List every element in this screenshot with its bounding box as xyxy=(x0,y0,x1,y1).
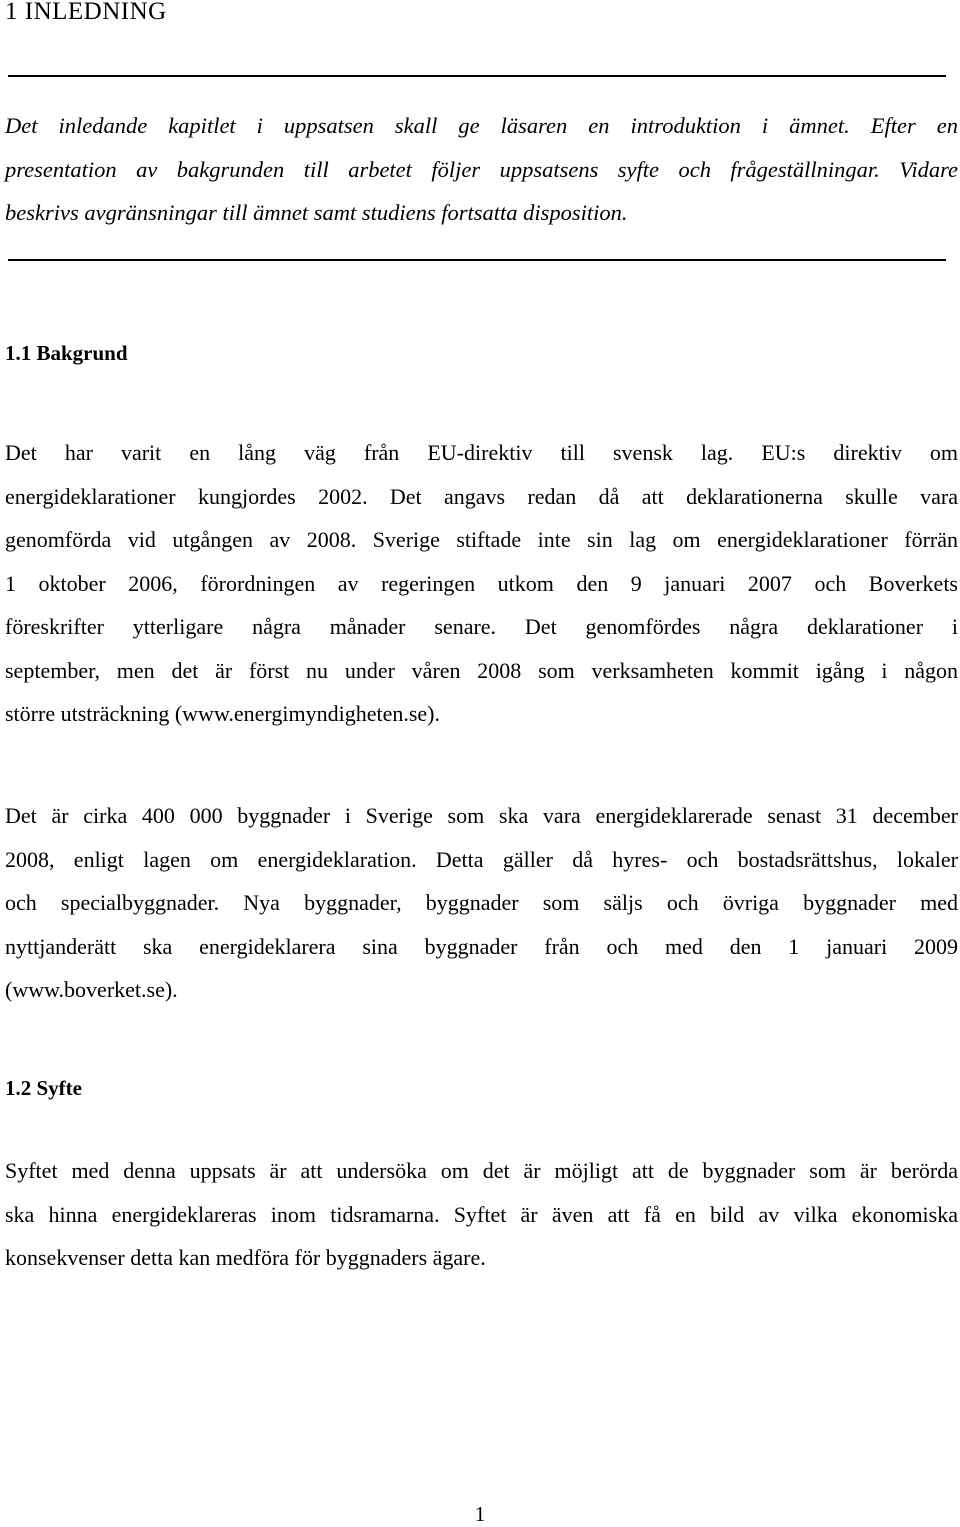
text-line: Syftet med denna uppsats är att undersöka om det är möjligt att de byggnader som är berörda xyxy=(5,1158,958,1183)
chapter-title: 1 INLEDNING xyxy=(5,0,167,25)
text-line: genomförda vid utgången av 2008. Sverige stiftade inte sin lag om energideklarationer förrän xyxy=(5,527,958,552)
intro-line: presentation av bakgrunden till arbetet följer uppsatsens syfte och frågeställningar. Vidare xyxy=(5,156,958,182)
text-line: nyttjanderätt ska energideklarera sina byggnader från och med den 1 januari 2009 xyxy=(5,933,958,959)
section-heading-syfte: 1.2 Syfte xyxy=(5,1076,82,1100)
page-number: 1 xyxy=(474,1502,486,1526)
text-line: föreskrifter ytterligare några månader senare. Det genomfördes några deklarationer i xyxy=(5,614,958,639)
text-line: och specialbyggnader. Nya byggnader, byggnader som säljs och övriga byggnader med xyxy=(5,890,958,915)
text-line: Det har varit en lång väg från EU-direktiv till svensk lag. EU:s direktiv om xyxy=(5,440,958,465)
syfte-paragraph xyxy=(5,1149,958,1280)
top-divider xyxy=(8,75,946,77)
text-line: 2008, enligt lagen om energideklaration. Detta gäller då hyres- och bostadsrättshus, lokaler xyxy=(5,846,958,872)
text-line: ska hinna energideklareras inom tidsramarna. Syftet är även att få en bild av vilka ekonomiska xyxy=(5,1201,958,1227)
bottom-divider xyxy=(8,259,946,261)
text-line: (www.boverket.se). xyxy=(5,977,178,1002)
text-line: Det är cirka 400 000 byggnader i Sverige som ska vara energideklarerade senast 31 december xyxy=(5,803,958,828)
text-line: större utsträckning (www.energimyndigheten.se). xyxy=(5,701,440,726)
intro-line: beskrivs avgränsningar till ämnet samt studiens fortsatta disposition. xyxy=(5,200,628,225)
text-line: 1 oktober 2006, förordningen av regeringen utkom den 9 januari 2007 och Boverkets xyxy=(5,570,958,596)
text-line: energideklarationer kungjordes 2002. Det angavs redan då att deklarationerna skulle vara xyxy=(5,483,958,509)
text-line: konsekvenser detta kan medföra för byggnaders ägare. xyxy=(5,1245,486,1270)
text-line: september, men det är först nu under våren 2008 som verksamheten kommit igång i någon xyxy=(5,657,958,683)
bakgrund-paragraph-1 xyxy=(5,431,958,736)
bakgrund-paragraph-2 xyxy=(5,794,958,1012)
intro-line: Det inledande kapitlet i uppsatsen skall ge läsaren en introduktion i ämnet. Efter en xyxy=(5,113,958,138)
section-heading-bakgrund: 1.1 Bakgrund xyxy=(5,341,128,365)
intro-paragraph xyxy=(5,104,958,235)
